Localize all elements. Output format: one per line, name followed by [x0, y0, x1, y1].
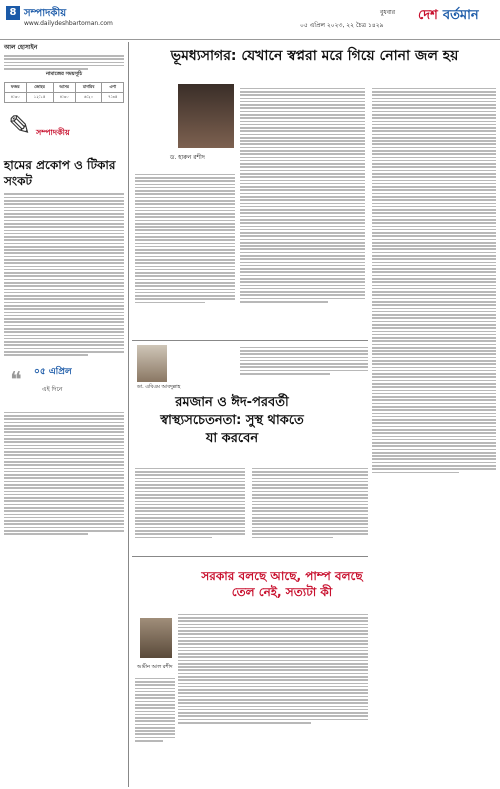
section-divider [132, 340, 368, 341]
second-headline[interactable]: রমজান ও ঈদ-পরবর্তী স্বাস্থ্যসচেতনতা: সুস্থ থাকতে যা করবেন [160, 395, 304, 446]
author-photo [178, 84, 234, 148]
prayer-time: ৬:২০ [75, 93, 102, 103]
prayer-header: এশা [102, 83, 124, 93]
third-author: আমীন আল রশীদ [137, 664, 173, 670]
issue-date: ০৫ এপ্রিল ২০২৩, ২২ চৈত্র ১৪২৯ [300, 22, 384, 29]
third-text-col1 [178, 612, 368, 725]
third-headline[interactable]: সরকার বলছে আছে, পাম্প বলছে তেল নেই, সত্যটা কী [201, 569, 363, 599]
main-headline[interactable]: ভূমধ্যসাগর: যেখানে স্বপ্নরা মরে গিয়ে নোনা জল হয় [170, 48, 459, 64]
third-text-col0 [135, 676, 175, 743]
newspaper-logo [418, 4, 496, 34]
website-url[interactable]: www.dailydeshbartoman.com [24, 20, 113, 27]
second-text-col2 [252, 466, 368, 540]
logo-part1: দেশ [418, 8, 438, 23]
today-in-history [4, 362, 124, 406]
main-text-col1 [240, 86, 365, 304]
section-divider [132, 556, 368, 557]
author-photo [140, 618, 172, 658]
prayer-time: ৭:৩৫ [102, 93, 124, 103]
author-photo [137, 345, 167, 382]
prayer-header: জোহর [26, 83, 53, 93]
main-text-col2 [372, 86, 496, 475]
page-number: 8 [6, 6, 20, 20]
left-column [4, 42, 124, 787]
prayer-table-title: নামাজের সময়সূচি [45, 71, 83, 78]
prayer-time: ১২:১৫ [26, 93, 53, 103]
editorial-body [4, 193, 124, 355]
today-sub: এই দিনে [42, 385, 63, 393]
prayer-header: আসর [53, 83, 75, 93]
history-list [4, 412, 124, 535]
page-header [0, 0, 500, 40]
pen-icon: ✎ [8, 109, 32, 143]
main-author: ড. হারুন রশীদ [170, 154, 205, 161]
prayer-header: ফজর [5, 83, 27, 93]
weekday: বুধবার [380, 9, 396, 16]
section-title: সম্পাদকীয় [24, 8, 67, 19]
second-text-col1 [135, 466, 245, 540]
prayer-times-table [4, 82, 124, 103]
editorial-title: হামের প্রকোপ ও টিকার সংকট [4, 158, 116, 189]
quote-icon: ❝ [10, 367, 22, 393]
logo-part2: বর্তমান [442, 8, 479, 23]
opinion-logo [4, 107, 124, 151]
opinion-label: সম্পাদকীয় [36, 128, 70, 138]
prayer-header: মাগরিব [75, 83, 102, 93]
prayer-time: ৪:৩০ [53, 93, 75, 103]
second-author: ডা. এবিএম আবদুল্লাহ [137, 384, 181, 390]
today-date: ০৫ এপ্রিল [34, 366, 72, 377]
second-text-col [240, 345, 368, 376]
editor-text [4, 55, 124, 70]
prayer-time: ৪:৩০ [5, 93, 27, 103]
main-text-col0 [135, 172, 235, 305]
editor-name: আল হোসাইন [4, 44, 38, 51]
column-divider [128, 42, 129, 787]
